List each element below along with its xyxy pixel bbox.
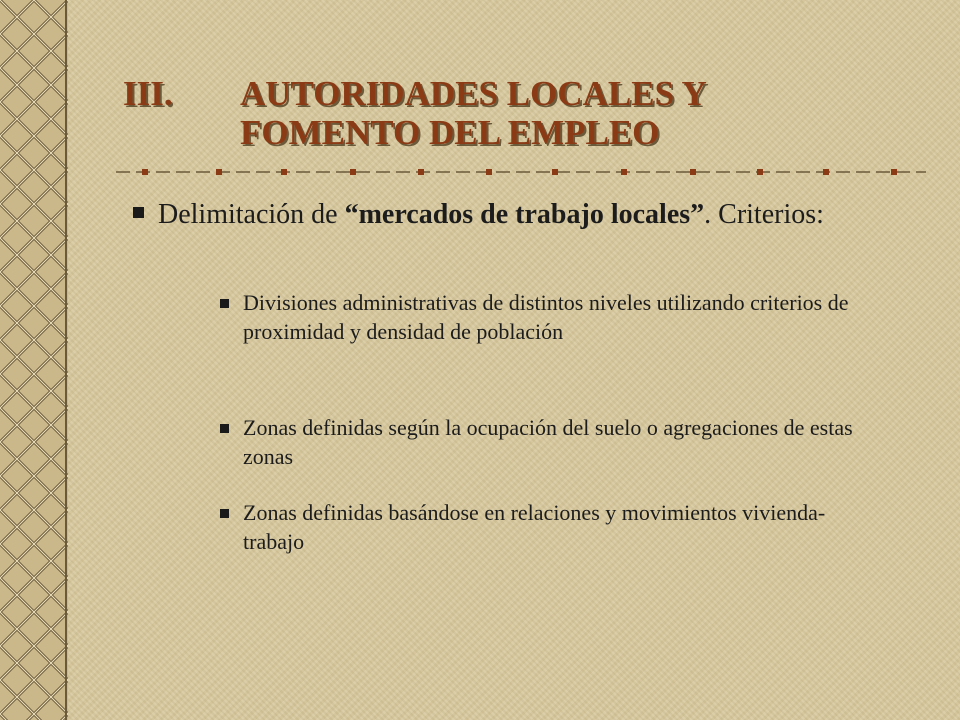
main-bullet-prefix: Delimitación de [158,199,345,230]
main-bullet-text [158,197,898,233]
title-line-1: AUTORIDADES LOCALES Y [240,74,707,113]
sub-bullet-3: Zonas definidas basándose en relaciones y movimientos vivienda-trabajo [243,500,826,554]
title-text [240,74,920,152]
lattice-border-decoration [0,0,68,720]
main-bullet-suffix: . Criterios: [704,199,824,230]
square-bullet-icon [220,299,229,308]
title-number: III. [123,74,173,113]
sub-bullet-1: Divisiones administrativas de distintos niveles utilizando criterios de proximidad y densidad de población [243,290,849,344]
main-bullet-emphasis: “mercados de trabajo locales” [344,199,705,230]
title-line-2: FOMENTO DEL EMPLEO [240,113,660,152]
title-divider [116,166,926,178]
square-bullet-icon [133,207,144,218]
square-bullet-icon [220,424,229,433]
square-bullet-icon [220,509,229,518]
sub-bullet-2: Zonas definidas según la ocupación del suelo o agregaciones de estas zonas [243,415,853,469]
